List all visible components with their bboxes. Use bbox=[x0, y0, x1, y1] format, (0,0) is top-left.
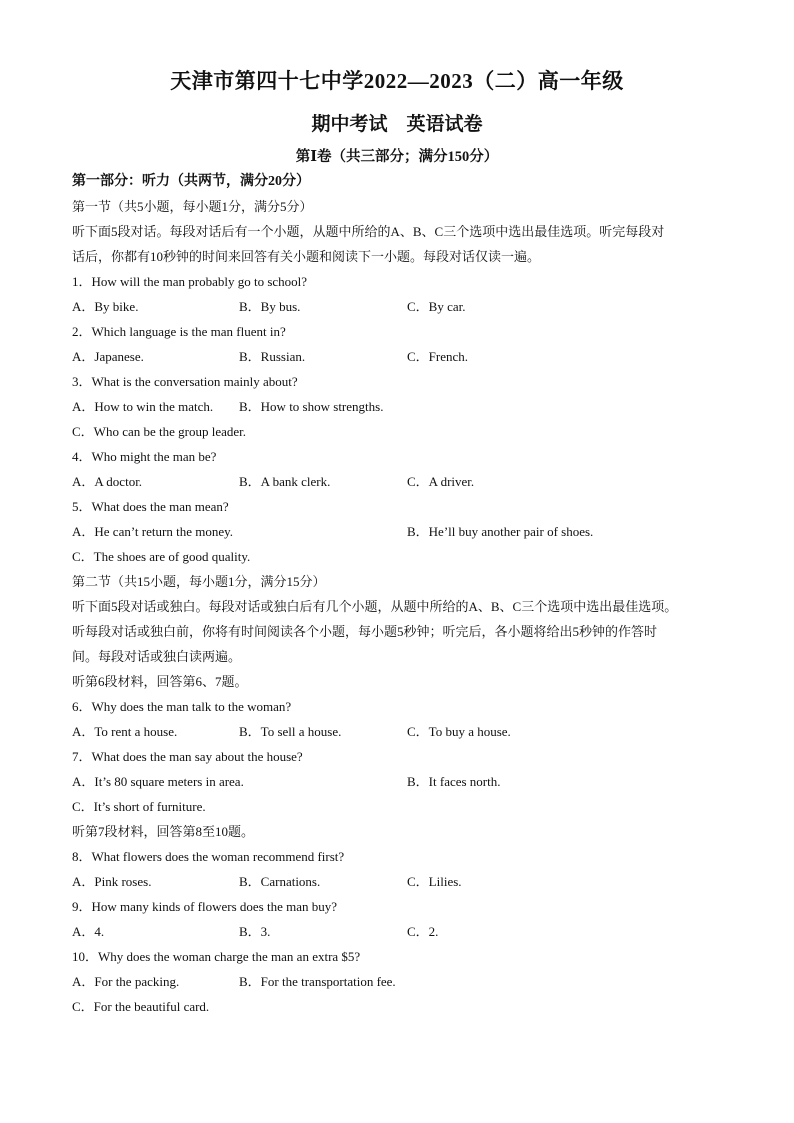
exam-subtitle: 期中考试 英语试卷 bbox=[311, 114, 483, 135]
option-9-a: A．4. bbox=[72, 924, 105, 939]
section2-heading: 第二节（共15小题，每小题1分，满分15分） bbox=[72, 574, 326, 589]
option-2-b: B．Russian. bbox=[239, 349, 306, 364]
option-5-c: C．The shoes are of good quality. bbox=[72, 549, 251, 564]
question-8: 8．What flowers does the woman recommend first? bbox=[72, 849, 345, 864]
question-7: 7．What does the man say about the house? bbox=[72, 749, 303, 764]
options-row-8 bbox=[72, 869, 732, 894]
question-2: 2．Which language is the man fluent in? bbox=[72, 324, 286, 339]
option-1-a: A．By bike. bbox=[72, 299, 139, 314]
option-7-b: B．It faces north. bbox=[407, 774, 501, 789]
options-row-10 bbox=[72, 969, 732, 994]
option-8-b: B．Carnations. bbox=[239, 874, 321, 889]
exam-content bbox=[72, 169, 732, 1019]
options-row-5 bbox=[72, 519, 732, 544]
paper-info: 第Ⅰ卷（共三部分；满分150分） bbox=[295, 149, 499, 165]
question-5: 5．What does the man mean? bbox=[72, 499, 229, 514]
option-5-b: B．He’ll buy another pair of shoes. bbox=[407, 524, 594, 539]
part1-heading: 第一部分：听力（共两节，满分20分） bbox=[72, 174, 310, 189]
option-10-c: C．For the beautiful card. bbox=[72, 999, 210, 1014]
option-1-b: B．By bus. bbox=[239, 299, 301, 314]
option-9-b: B．3. bbox=[239, 924, 271, 939]
option-1-c: C．By car. bbox=[407, 299, 466, 314]
options-row-7 bbox=[72, 769, 732, 794]
option-8-c: C．Lilies. bbox=[407, 874, 462, 889]
options-row-2 bbox=[72, 344, 732, 369]
option-3-a: A．How to win the match. bbox=[72, 399, 214, 414]
material-7-note: 听第7段材料，回答第8至10题。 bbox=[72, 824, 255, 839]
option-10-b: B．For the transportation fee. bbox=[239, 974, 396, 989]
option-8-a: A．Pink roses. bbox=[72, 874, 152, 889]
option-6-a: A．To rent a house. bbox=[72, 724, 178, 739]
section1-instructions-line1: 听下面5段对话。每段对话后有一个小题，从题中所给的A、B、C三个选项中选出最佳选项。听完每段对 bbox=[72, 224, 665, 239]
options-row-4 bbox=[72, 469, 732, 494]
option-10-a: A．For the packing. bbox=[72, 974, 180, 989]
question-1: 1．How will the man probably go to school? bbox=[72, 274, 308, 289]
option-4-b: B．A bank clerk. bbox=[239, 474, 331, 489]
section2-instructions-line3: 间。每段对话或独白读两遍。 bbox=[72, 649, 242, 664]
option-4-c: C．A driver. bbox=[407, 474, 475, 489]
option-3-b: B．How to show strengths. bbox=[239, 399, 384, 414]
option-6-c: C．To buy a house. bbox=[407, 724, 511, 739]
question-9: 9．How many kinds of flowers does the man buy? bbox=[72, 899, 338, 914]
section2-instructions-line2: 听每段对话或独白前，你将有时间阅读各个小题，每小题5秒钟；听完后，各小题将给出5秒钟的作答时 bbox=[72, 624, 658, 639]
material-6-note: 听第6段材料，回答第6、7题。 bbox=[72, 674, 248, 689]
exam-title: 天津市第四十七中学2022—2023（二）高一年级 bbox=[170, 69, 624, 93]
option-2-a: A．Japanese. bbox=[72, 349, 144, 364]
option-4-a: A．A doctor. bbox=[72, 474, 143, 489]
section2-instructions-line1: 听下面5段对话或独白。每段对话或独白后有几个小题，从题中所给的A、B、C三个选项中选出最佳选项。 bbox=[72, 599, 678, 614]
options-row-3c bbox=[72, 419, 732, 444]
question-4: 4．Who might the man be? bbox=[72, 449, 217, 464]
options-row-1 bbox=[72, 294, 732, 319]
question-10: 10．Why does the woman charge the man an extra $5? bbox=[72, 949, 361, 964]
question-3: 3．What is the conversation mainly about? bbox=[72, 374, 298, 389]
option-7-c: C．It’s short of furniture. bbox=[72, 799, 206, 814]
option-3-c: C．Who can be the group leader. bbox=[72, 424, 246, 439]
options-row-5c bbox=[72, 544, 732, 569]
options-row-7c bbox=[72, 794, 732, 819]
option-7-a: A．It’s 80 square meters in area. bbox=[72, 774, 244, 789]
option-2-c: C．French. bbox=[407, 349, 469, 364]
options-row-3 bbox=[72, 394, 732, 419]
option-9-c: C．2. bbox=[407, 924, 439, 939]
question-6: 6．Why does the man talk to the woman? bbox=[72, 699, 292, 714]
section1-instructions-line2: 话后，你都有10秒钟的时间来回答有关小题和阅读下一小题。每段对话仅读一遍。 bbox=[72, 249, 541, 264]
option-5-a: A．He can’t return the money. bbox=[72, 524, 234, 539]
options-row-10c bbox=[72, 994, 732, 1019]
option-6-b: B．To sell a house. bbox=[239, 724, 342, 739]
options-row-9 bbox=[72, 919, 732, 944]
section1-heading: 第一节（共5小题，每小题1分，满分5分） bbox=[72, 199, 313, 214]
options-row-6 bbox=[72, 719, 732, 744]
